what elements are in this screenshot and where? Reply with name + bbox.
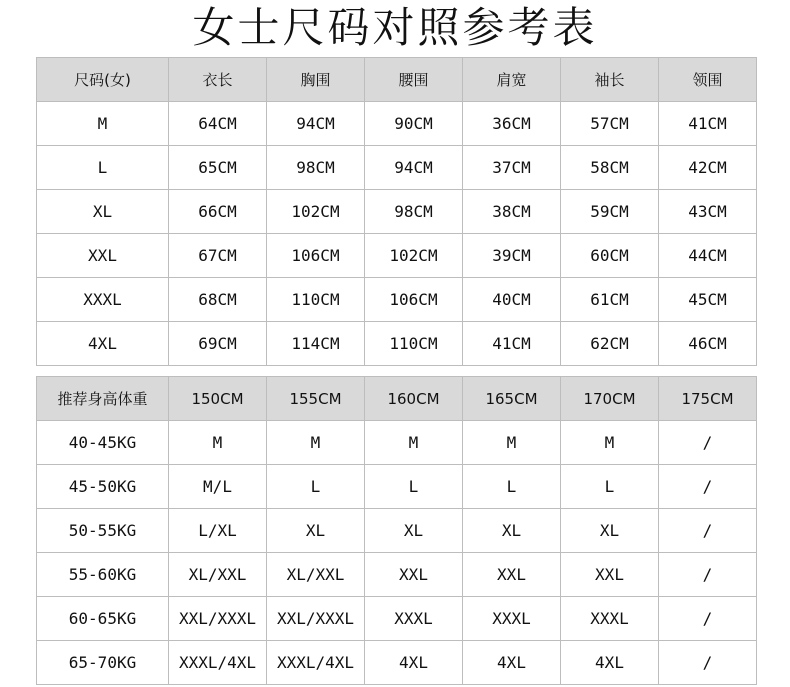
table-cell: 98CM bbox=[267, 146, 365, 190]
table-cell: 59CM bbox=[561, 190, 659, 234]
column-header: 165CM bbox=[463, 377, 561, 421]
table-cell: 106CM bbox=[365, 278, 463, 322]
table-row bbox=[37, 421, 757, 465]
table-cell: XXXL/4XL bbox=[169, 641, 267, 685]
table-cell: 67CM bbox=[169, 234, 267, 278]
header-row bbox=[37, 377, 757, 421]
row-label-cell: 60-65KG bbox=[37, 597, 169, 641]
table-cell: 43CM bbox=[659, 190, 757, 234]
table-cell: 39CM bbox=[463, 234, 561, 278]
table-cell: 102CM bbox=[365, 234, 463, 278]
table-cell: / bbox=[659, 465, 757, 509]
table-cell: XXL bbox=[463, 553, 561, 597]
table-cell: / bbox=[659, 597, 757, 641]
table-cell: XL bbox=[267, 509, 365, 553]
column-header: 胸围 bbox=[267, 58, 365, 102]
table-row bbox=[37, 465, 757, 509]
table-cell: M bbox=[365, 421, 463, 465]
column-header: 160CM bbox=[365, 377, 463, 421]
column-header: 175CM bbox=[659, 377, 757, 421]
table-cell: 57CM bbox=[561, 102, 659, 146]
table-cell: 66CM bbox=[169, 190, 267, 234]
table-cell: 98CM bbox=[365, 190, 463, 234]
column-header: 领围 bbox=[659, 58, 757, 102]
table-row bbox=[37, 553, 757, 597]
table-cell: XXXL bbox=[365, 597, 463, 641]
table-cell: 106CM bbox=[267, 234, 365, 278]
table-row bbox=[37, 102, 757, 146]
table-row bbox=[37, 190, 757, 234]
table-cell: 4XL bbox=[365, 641, 463, 685]
table-row bbox=[37, 641, 757, 685]
row-label-cell: M bbox=[37, 102, 169, 146]
table-cell: L/XL bbox=[169, 509, 267, 553]
table-cell: 62CM bbox=[561, 322, 659, 366]
table-cell: 4XL bbox=[561, 641, 659, 685]
table-cell: / bbox=[659, 553, 757, 597]
table-cell: 45CM bbox=[659, 278, 757, 322]
header-row bbox=[37, 58, 757, 102]
table-cell: 37CM bbox=[463, 146, 561, 190]
table-cell: L bbox=[267, 465, 365, 509]
table-cell: 44CM bbox=[659, 234, 757, 278]
table-row bbox=[37, 234, 757, 278]
table-cell: XXL/XXXL bbox=[267, 597, 365, 641]
table-cell: 68CM bbox=[169, 278, 267, 322]
table-cell: M bbox=[463, 421, 561, 465]
column-header: 腰围 bbox=[365, 58, 463, 102]
column-header: 170CM bbox=[561, 377, 659, 421]
table-cell: 90CM bbox=[365, 102, 463, 146]
table-cell: 61CM bbox=[561, 278, 659, 322]
table-cell: XXXL bbox=[463, 597, 561, 641]
recommendation-table bbox=[36, 376, 757, 685]
table-cell: M bbox=[169, 421, 267, 465]
column-header: 衣长 bbox=[169, 58, 267, 102]
table-cell: M bbox=[561, 421, 659, 465]
table-row bbox=[37, 278, 757, 322]
table-row bbox=[37, 322, 757, 366]
table-cell: 69CM bbox=[169, 322, 267, 366]
table-cell: 94CM bbox=[267, 102, 365, 146]
table-cell: 41CM bbox=[463, 322, 561, 366]
table-cell: XL/XXL bbox=[267, 553, 365, 597]
table-cell: L bbox=[561, 465, 659, 509]
table-cell: 114CM bbox=[267, 322, 365, 366]
table-cell: 110CM bbox=[267, 278, 365, 322]
row-label-cell: L bbox=[37, 146, 169, 190]
table-cell: 58CM bbox=[561, 146, 659, 190]
column-header: 袖长 bbox=[561, 58, 659, 102]
table-cell: XXL bbox=[561, 553, 659, 597]
size-table bbox=[36, 57, 757, 366]
table-cell: XXXL/4XL bbox=[267, 641, 365, 685]
row-label-cell: 65-70KG bbox=[37, 641, 169, 685]
table-cell: / bbox=[659, 509, 757, 553]
table-cell: XL bbox=[463, 509, 561, 553]
table-cell: 64CM bbox=[169, 102, 267, 146]
table-cell: 110CM bbox=[365, 322, 463, 366]
table-cell: / bbox=[659, 421, 757, 465]
table-row bbox=[37, 597, 757, 641]
table-cell: 94CM bbox=[365, 146, 463, 190]
table-cell: 38CM bbox=[463, 190, 561, 234]
table-row bbox=[37, 146, 757, 190]
page-title: 女士尺码对照参考表 bbox=[192, 3, 598, 52]
row-label-cell: 40-45KG bbox=[37, 421, 169, 465]
table-cell: 60CM bbox=[561, 234, 659, 278]
row-label-cell: XL bbox=[37, 190, 169, 234]
table-cell: 36CM bbox=[463, 102, 561, 146]
table-cell: 4XL bbox=[463, 641, 561, 685]
row-label-cell: 45-50KG bbox=[37, 465, 169, 509]
row-label-cell: 50-55KG bbox=[37, 509, 169, 553]
column-header: 肩宽 bbox=[463, 58, 561, 102]
table-cell: L bbox=[365, 465, 463, 509]
table-cell: 40CM bbox=[463, 278, 561, 322]
row-label-cell: XXXL bbox=[37, 278, 169, 322]
table-cell: 102CM bbox=[267, 190, 365, 234]
table-cell: XXXL bbox=[561, 597, 659, 641]
row-label-cell: 4XL bbox=[37, 322, 169, 366]
column-header: 推荐身高体重 bbox=[37, 377, 169, 421]
table-cell: M/L bbox=[169, 465, 267, 509]
table-cell: 41CM bbox=[659, 102, 757, 146]
row-label-cell: XXL bbox=[37, 234, 169, 278]
table-cell: XL bbox=[561, 509, 659, 553]
table-cell: / bbox=[659, 641, 757, 685]
column-header: 155CM bbox=[267, 377, 365, 421]
table-cell: XXL bbox=[365, 553, 463, 597]
row-label-cell: 55-60KG bbox=[37, 553, 169, 597]
table-row bbox=[37, 509, 757, 553]
table-cell: L bbox=[463, 465, 561, 509]
table-cell: XXL/XXXL bbox=[169, 597, 267, 641]
table-cell: 65CM bbox=[169, 146, 267, 190]
table-cell: 42CM bbox=[659, 146, 757, 190]
table-cell: M bbox=[267, 421, 365, 465]
table-cell: XL/XXL bbox=[169, 553, 267, 597]
column-header: 尺码(女) bbox=[37, 58, 169, 102]
column-header: 150CM bbox=[169, 377, 267, 421]
table-cell: 46CM bbox=[659, 322, 757, 366]
table-cell: XL bbox=[365, 509, 463, 553]
